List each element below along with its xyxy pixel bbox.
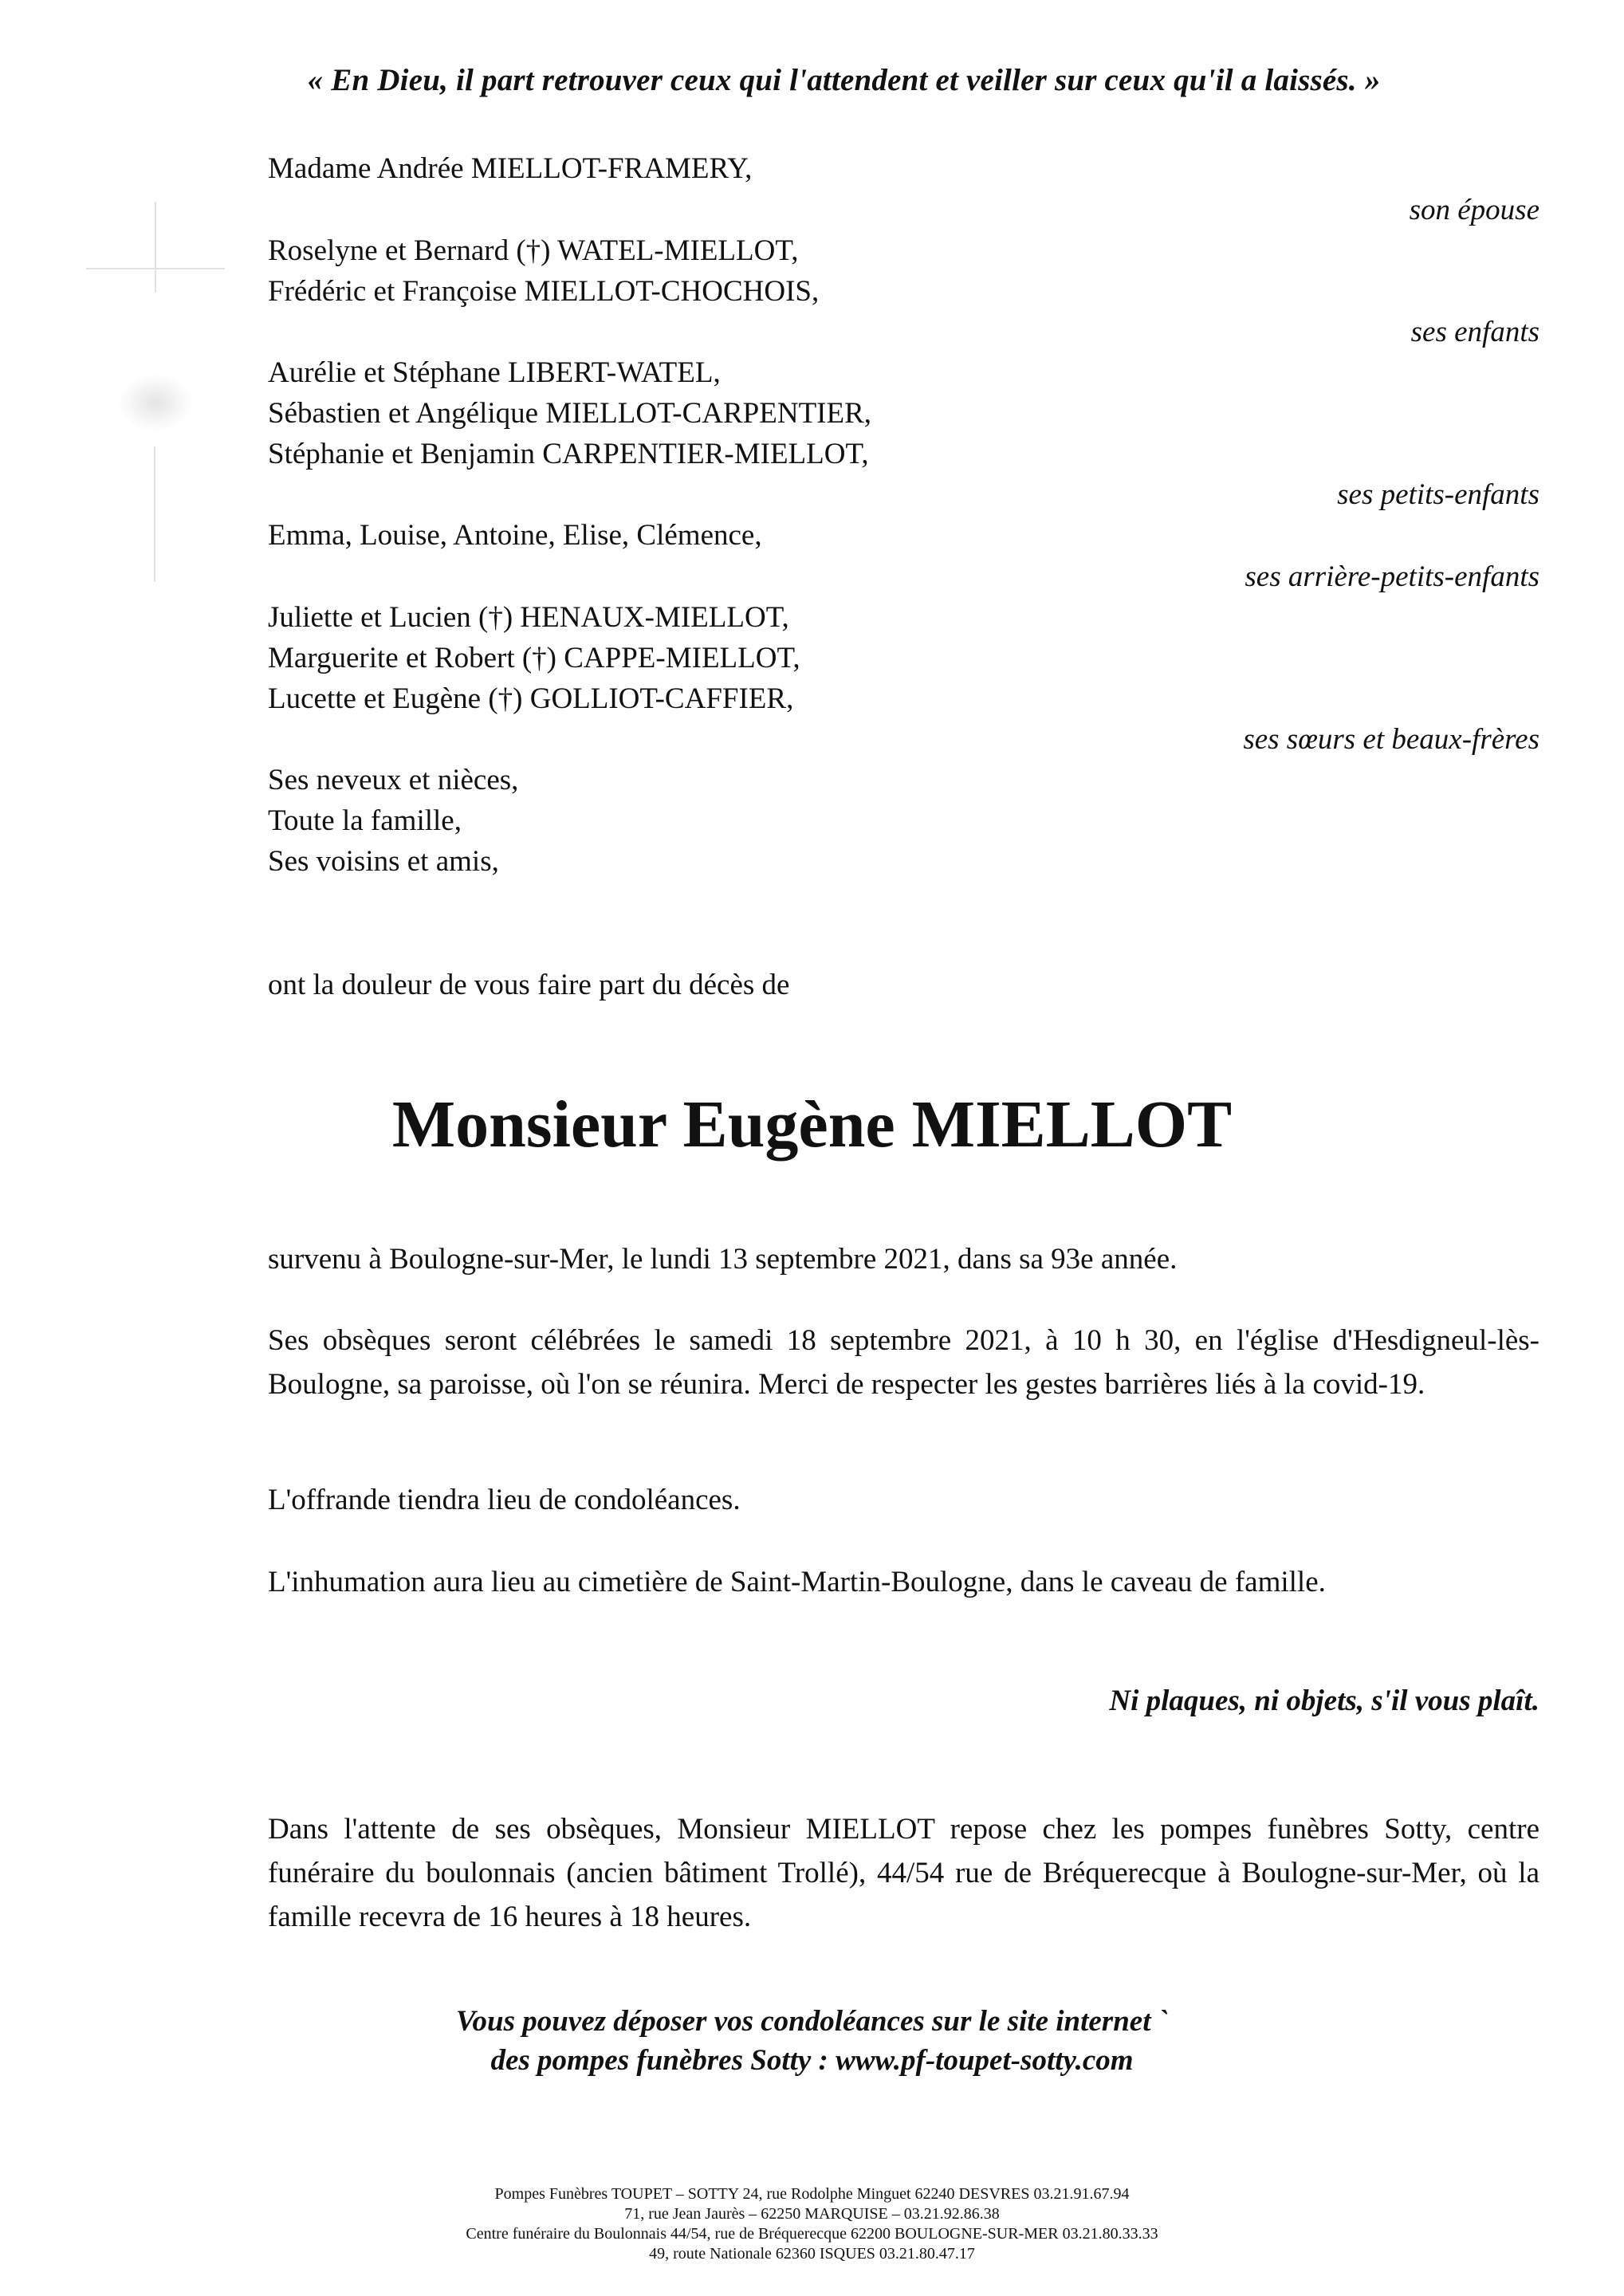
death-details: survenu à Boulogne-sur-Mer, le lundi 13 septembre 2021, dans sa 93e année. — [268, 1243, 1178, 1276]
siblings-label: ses sœurs et beaux-frères — [1243, 723, 1539, 756]
sibling-line: Marguerite et Robert (†) CAPPE-MIELLOT, — [268, 642, 800, 674]
announcement-intro: ont la douleur de vous faire part du décès de — [268, 969, 790, 1001]
sibling-line: Lucette et Eugène (†) GOLLIOT-CAFFIER, — [268, 682, 794, 715]
offering-note: L'offrande tiendra lieu de condoléances. — [268, 1484, 741, 1516]
condolences-line-2: des pompes funèbres Sotty : www.pf-toupet-sotty.com — [490, 2044, 1134, 2077]
footer-address-line: Centre funéraire du Boulonnais 44/54, rue de Bréquerecque 62200 BOULOGNE-SUR-MER 03.21.80.33.33 — [466, 2225, 1158, 2243]
other-relatives-line: Ses neveux et nièces, — [268, 764, 519, 796]
child-line: Frédéric et Françoise MIELLOT-CHOCHOIS, — [268, 275, 820, 308]
no-flowers-request: Ni plaques, ni objets, s'il vous plaît. — [1109, 1685, 1539, 1717]
funeral-details: Ses obsèques seront célébrées le samedi 18 septembre 2021, à 10 h 30, en l'église d'Hesdigneul-lès-Boulogne, sa paroisse, où l'on se réunira. Merci de respecter les gestes barrières liés à la covid-19. — [268, 1324, 1539, 1401]
grandchild-line: Aurélie et Stéphane LIBERT-WATEL, — [268, 356, 721, 389]
deceased-name: Monsieur Eugène MIELLOT — [391, 1087, 1233, 1162]
child-line: Roselyne et Bernard (†) WATEL-MIELLOT, — [268, 234, 799, 267]
spouse-line: Madame Andrée MIELLOT-FRAMERY, — [268, 152, 753, 185]
burial-details: L'inhumation aura lieu au cimetière de Saint-Martin-Boulogne, dans le caveau de famille. — [268, 1566, 1326, 1598]
footer-address-line: 71, rue Jean Jaurès – 62250 MARQUISE – 03.21.92.86.38 — [624, 2205, 1000, 2223]
footer-address-line: 49, route Nationale 62360 ISQUES 03.21.80.47.17 — [649, 2245, 975, 2263]
footer-address-line: Pompes Funèbres TOUPET – SOTTY 24, rue Rodolphe Minguet 62240 DESVRES 03.21.91.67.94 — [494, 2185, 1130, 2203]
sibling-line: Juliette et Lucien (†) HENAUX-MIELLOT, — [268, 601, 789, 634]
other-relatives-line: Ses voisins et amis, — [268, 845, 499, 878]
children-label: ses enfants — [1410, 316, 1539, 348]
great-grandchildren-label: ses arrière-petits-enfants — [1245, 560, 1539, 593]
rest-place-details: Dans l'attente de ses obsèques, Monsieur MIELLOT repose chez les pompes funèbres Sotty, centre funéraire du boulonnais (ancien bâtiment Trollé), 44/54 rue de Bréquerecque à Boulogne-sur-Mer, où la famille recevra de 16 heures à 18 heures. — [268, 1813, 1539, 1933]
grandchild-line: Sébastien et Angélique MIELLOT-CARPENTIER, — [268, 397, 872, 430]
great-grandchildren-line: Emma, Louise, Antoine, Elise, Clémence, — [268, 519, 762, 552]
grandchildren-label: ses petits-enfants — [1337, 478, 1539, 511]
grandchild-line: Stéphanie et Benjamin CARPENTIER-MIELLOT, — [268, 438, 869, 470]
other-relatives-line: Toute la famille, — [268, 804, 462, 837]
dove-icon — [120, 375, 191, 431]
spouse-label: son épouse — [1409, 194, 1539, 226]
quote: « En Dieu, il part retrouver ceux qui l'attendent et veiller sur ceux qu'il a laissés. » — [307, 63, 1381, 97]
condolences-line-1: Vous pouvez déposer vos condoléances sur le site internet ` — [455, 2005, 1169, 2038]
